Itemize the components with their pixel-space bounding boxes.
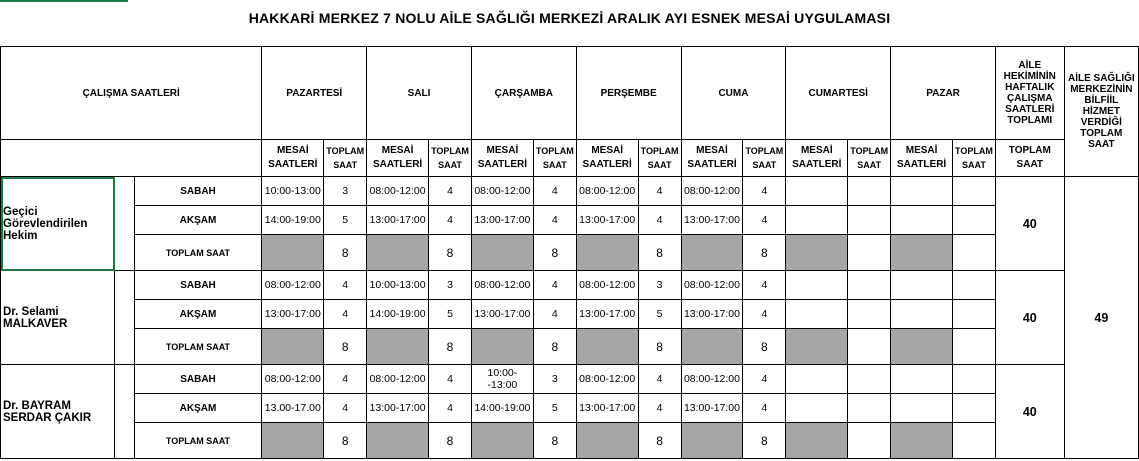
saat-cell[interactable]: 4 <box>533 206 576 235</box>
page-title: HAKKARİ MERKEZ 7 NOLU AİLE SAĞLIĞI MERKEZİ ARALIK AYI ESNEK MESAİ UYGULAMASI <box>248 10 891 26</box>
mesai-cell[interactable]: 08:00-12:00 <box>367 365 429 394</box>
gray-cell[interactable] <box>576 329 638 365</box>
selection-indicator <box>0 0 128 2</box>
empty-cell[interactable] <box>848 365 891 394</box>
day-total[interactable]: 8 <box>429 235 472 271</box>
saat-cell[interactable]: 5 <box>533 394 576 423</box>
aksam-label[interactable]: AKŞAM <box>134 206 262 235</box>
mesai-cell[interactable]: 13:00-17:00 <box>471 206 533 235</box>
day-total[interactable]: 8 <box>638 423 681 459</box>
gray-cell[interactable] <box>786 423 848 459</box>
doctor-name[interactable]: Dr. BAYRAM SERDAR ÇAKIR <box>1 365 115 459</box>
empty-cell[interactable] <box>115 177 134 271</box>
table-row <box>1 140 1139 177</box>
mesai-cell[interactable]: 08:00-12:00 <box>576 365 638 394</box>
mesai-cell[interactable]: 10:00-13:00 <box>262 177 324 206</box>
gray-cell[interactable] <box>367 235 429 271</box>
mesai-cell[interactable]: 08:00-12:00 <box>367 177 429 206</box>
mesai-header[interactable]: MESAİ SAATLERİ <box>471 140 533 177</box>
gray-cell[interactable] <box>471 235 533 271</box>
empty-cell[interactable] <box>953 235 996 271</box>
saat-cell[interactable]: 4 <box>743 300 786 329</box>
mesai-cell[interactable]: 13:00-17:00 <box>471 300 533 329</box>
empty-cell[interactable] <box>786 300 848 329</box>
doctor-name[interactable]: Dr. Selami MALKAVER <box>1 271 115 365</box>
mesai-header[interactable]: MESAİ SAATLERİ <box>786 140 848 177</box>
table-row <box>1 423 1139 459</box>
saat-cell[interactable]: 3 <box>429 271 472 300</box>
empty-cell[interactable] <box>953 423 996 459</box>
day-header[interactable]: PAZARTESİ <box>262 47 367 140</box>
sabah-label[interactable]: SABAH <box>134 365 262 394</box>
empty-cell[interactable] <box>953 177 996 206</box>
doctor-name[interactable]: Geçici Görevlendirilen Hekim <box>1 177 115 271</box>
day-header[interactable]: CUMA <box>681 47 786 140</box>
day-total[interactable]: 8 <box>533 329 576 365</box>
gray-cell[interactable] <box>681 235 743 271</box>
empty-cell[interactable] <box>953 329 996 365</box>
empty-cell[interactable] <box>953 300 996 329</box>
saat-cell[interactable]: 4 <box>429 394 472 423</box>
saat-cell[interactable]: 4 <box>533 177 576 206</box>
weekly-header[interactable]: AİLE HEKİMİNİN HAFTALIK ÇALIŞMA SAATLERİ TOPLAMI <box>995 47 1064 140</box>
day-total[interactable]: 8 <box>638 329 681 365</box>
table-row <box>1 206 1139 235</box>
saat-cell[interactable]: 4 <box>324 271 367 300</box>
mesai-cell[interactable]: 13:00-17:00 <box>576 206 638 235</box>
gray-cell[interactable] <box>471 329 533 365</box>
mesai-header[interactable]: MESAİ SAATLERİ <box>576 140 638 177</box>
saat-cell[interactable]: 4 <box>743 206 786 235</box>
mesai-cell[interactable]: 08:00-12:00 <box>681 365 743 394</box>
toplam-header[interactable]: TOPLAM SAAT <box>848 140 891 177</box>
toplam-header[interactable]: TOPLAM SAAT <box>638 140 681 177</box>
empty-cell[interactable] <box>1 140 262 177</box>
empty-cell[interactable] <box>891 177 953 206</box>
weekly-sub-header[interactable]: TOPLAM SAAT <box>995 140 1064 177</box>
day-total[interactable]: 8 <box>324 423 367 459</box>
empty-cell[interactable] <box>848 271 891 300</box>
gray-cell[interactable] <box>576 235 638 271</box>
empty-cell[interactable] <box>891 365 953 394</box>
toplam-header[interactable]: TOPLAM SAAT <box>324 140 367 177</box>
mesai-cell[interactable]: 13:00-17:00 <box>262 300 324 329</box>
empty-cell[interactable] <box>786 365 848 394</box>
gray-cell[interactable] <box>891 423 953 459</box>
sabah-label[interactable]: SABAH <box>134 271 262 300</box>
sabah-label[interactable]: SABAH <box>134 177 262 206</box>
saat-cell[interactable]: 4 <box>429 206 472 235</box>
day-total[interactable]: 8 <box>324 329 367 365</box>
saat-cell[interactable]: 4 <box>324 365 367 394</box>
gray-cell[interactable] <box>576 423 638 459</box>
mesai-cell[interactable]: 13:00-17:00 <box>681 394 743 423</box>
mesai-cell[interactable]: 14:00-19:00 <box>367 300 429 329</box>
empty-cell[interactable] <box>848 177 891 206</box>
day-total[interactable]: 8 <box>743 235 786 271</box>
saat-cell[interactable]: 4 <box>324 394 367 423</box>
toplam-header[interactable]: TOPLAM SAAT <box>953 140 996 177</box>
weekly-total[interactable]: 40 <box>995 365 1064 459</box>
empty-cell[interactable] <box>891 300 953 329</box>
gray-cell[interactable] <box>681 423 743 459</box>
toplam-header[interactable]: TOPLAM SAAT <box>743 140 786 177</box>
empty-cell[interactable] <box>848 206 891 235</box>
mesai-cell[interactable]: 10:00-13:00 <box>367 271 429 300</box>
empty-cell[interactable] <box>848 394 891 423</box>
day-total[interactable]: 8 <box>429 423 472 459</box>
mesai-cell[interactable]: 08:00-12:00 <box>576 271 638 300</box>
mesai-cell[interactable]: 13.00-17.00 <box>262 394 324 423</box>
toplam-header[interactable]: TOPLAM SAAT <box>533 140 576 177</box>
schedule-table <box>0 46 1139 459</box>
gray-cell[interactable] <box>367 329 429 365</box>
aksam-label[interactable]: AKŞAM <box>134 394 262 423</box>
day-header[interactable]: PERŞEMBE <box>576 47 681 140</box>
day-total[interactable]: 8 <box>429 329 472 365</box>
empty-cell[interactable] <box>891 206 953 235</box>
day-total[interactable]: 8 <box>743 329 786 365</box>
empty-cell[interactable] <box>115 365 134 459</box>
table-row <box>1 177 1139 206</box>
toplam-saat-label[interactable]: TOPLAM SAAT <box>134 235 262 271</box>
empty-cell[interactable] <box>891 394 953 423</box>
table-row <box>1 235 1139 271</box>
day-total[interactable]: 8 <box>324 235 367 271</box>
mesai-header[interactable]: MESAİ SAATLERİ <box>262 140 324 177</box>
mesai-cell[interactable]: 13:00-17:00 <box>367 394 429 423</box>
empty-cell[interactable] <box>848 423 891 459</box>
day-total[interactable]: 8 <box>743 423 786 459</box>
mesai-cell[interactable]: 13:00-17:00 <box>367 206 429 235</box>
mesai-cell[interactable]: 13:00-17:00 <box>576 300 638 329</box>
saat-cell[interactable]: 4 <box>429 177 472 206</box>
saat-cell[interactable]: 4 <box>638 365 681 394</box>
table-row <box>1 300 1139 329</box>
gray-cell[interactable] <box>262 423 324 459</box>
gray-cell[interactable] <box>262 329 324 365</box>
saat-cell[interactable]: 4 <box>533 271 576 300</box>
gray-cell[interactable] <box>681 329 743 365</box>
mesai-cell[interactable]: 10:00--13:00 <box>471 365 533 394</box>
gray-cell[interactable] <box>891 329 953 365</box>
empty-cell[interactable] <box>786 394 848 423</box>
empty-cell[interactable] <box>953 394 996 423</box>
saat-cell[interactable]: 5 <box>324 206 367 235</box>
mesai-cell[interactable]: 13:00-17:00 <box>576 394 638 423</box>
saat-cell[interactable]: 3 <box>324 177 367 206</box>
saat-cell[interactable]: 4 <box>638 394 681 423</box>
empty-cell[interactable] <box>953 365 996 394</box>
weekly-total[interactable]: 40 <box>995 271 1064 365</box>
mesai-cell[interactable]: 08:00-12:00 <box>576 177 638 206</box>
table-row <box>1 329 1139 365</box>
saat-cell[interactable]: 4 <box>324 300 367 329</box>
saat-cell[interactable]: 4 <box>638 177 681 206</box>
day-header[interactable]: SALI <box>367 47 472 140</box>
saat-cell[interactable]: 5 <box>638 300 681 329</box>
mesai-header[interactable]: MESAİ SAATLERİ <box>367 140 429 177</box>
day-total[interactable]: 8 <box>533 235 576 271</box>
empty-cell[interactable] <box>848 235 891 271</box>
saat-cell[interactable]: 4 <box>429 365 472 394</box>
empty-cell[interactable] <box>115 271 134 365</box>
saat-cell[interactable]: 4 <box>638 206 681 235</box>
mesai-cell[interactable]: 08:00-12:00 <box>681 271 743 300</box>
mesai-cell[interactable]: 08:00-12:00 <box>471 271 533 300</box>
toplam-header[interactable]: TOPLAM SAAT <box>429 140 472 177</box>
center-total[interactable]: 49 <box>1064 177 1138 459</box>
empty-cell[interactable] <box>891 271 953 300</box>
table-row <box>1 365 1139 394</box>
mesai-cell[interactable]: 13:00-17:00 <box>681 300 743 329</box>
toplam-saat-label[interactable]: TOPLAM SAAT <box>134 329 262 365</box>
empty-cell[interactable] <box>786 206 848 235</box>
table-row <box>1 271 1139 300</box>
calisma-saatleri-header[interactable]: ÇALIŞMA SAATLERİ <box>1 47 262 140</box>
saat-cell[interactable]: 3 <box>638 271 681 300</box>
empty-cell[interactable] <box>848 300 891 329</box>
saat-cell[interactable]: 3 <box>533 365 576 394</box>
mesai-header[interactable]: MESAİ SAATLERİ <box>891 140 953 177</box>
day-total[interactable]: 8 <box>533 423 576 459</box>
empty-cell[interactable] <box>786 271 848 300</box>
table-row <box>1 47 1139 140</box>
mesai-cell[interactable]: 08:00-12:00 <box>262 271 324 300</box>
day-header[interactable]: PAZAR <box>891 47 996 140</box>
mesai-cell[interactable]: 14:00-19:00 <box>471 394 533 423</box>
day-total[interactable]: 8 <box>638 235 681 271</box>
gray-cell[interactable] <box>262 235 324 271</box>
gray-cell[interactable] <box>367 423 429 459</box>
mesai-cell[interactable]: 14:00-19:00 <box>262 206 324 235</box>
mesai-cell[interactable]: 08:00-12:00 <box>471 177 533 206</box>
saat-cell[interactable]: 5 <box>429 300 472 329</box>
mesai-cell[interactable]: 08:00-12:00 <box>681 177 743 206</box>
saat-cell[interactable]: 4 <box>743 394 786 423</box>
gray-cell[interactable] <box>471 423 533 459</box>
mesai-header[interactable]: MESAİ SAATLERİ <box>681 140 743 177</box>
mesai-cell[interactable]: 13:00-17:00 <box>681 206 743 235</box>
saat-cell[interactable]: 4 <box>743 271 786 300</box>
empty-cell[interactable] <box>848 329 891 365</box>
empty-cell[interactable] <box>786 177 848 206</box>
saat-cell[interactable]: 4 <box>533 300 576 329</box>
center-header[interactable]: AİLE SAĞLIĞI MERKEZİNİN BİLFİİL HİZMET VERDİĞİ TOPLAM SAAT <box>1064 47 1138 177</box>
aksam-label[interactable]: AKŞAM <box>134 300 262 329</box>
gray-cell[interactable] <box>891 235 953 271</box>
mesai-cell[interactable]: 08:00-12:00 <box>262 365 324 394</box>
saat-cell[interactable]: 4 <box>743 177 786 206</box>
toplam-saat-label[interactable]: TOPLAM SAAT <box>134 423 262 459</box>
empty-cell[interactable] <box>953 271 996 300</box>
day-header[interactable]: ÇARŞAMBA <box>471 47 576 140</box>
weekly-total[interactable]: 40 <box>995 177 1064 271</box>
gray-cell[interactable] <box>786 329 848 365</box>
day-header[interactable]: CUMARTESİ <box>786 47 891 140</box>
gray-cell[interactable] <box>786 235 848 271</box>
saat-cell[interactable]: 4 <box>743 365 786 394</box>
empty-cell[interactable] <box>953 206 996 235</box>
table-row <box>1 394 1139 423</box>
